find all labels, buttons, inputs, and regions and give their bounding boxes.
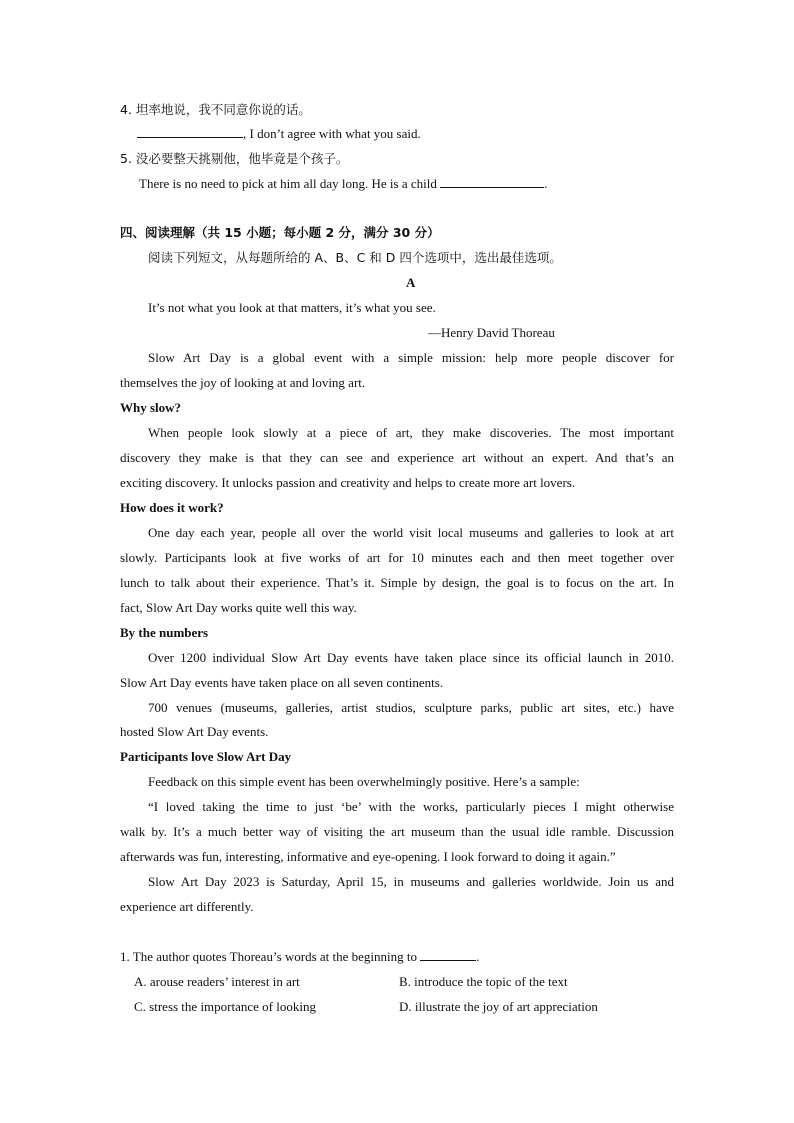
- passage-letter: A: [406, 275, 416, 290]
- how-line-1: One day each year, people all over the world visit local museums and galleries to look at art: [148, 525, 674, 540]
- why-line-3: exciting discovery. It unlocks passion and creativity and helps to create more art lovers.: [120, 475, 576, 490]
- option-c[interactable]: C. stress the importance of looking: [134, 999, 316, 1014]
- how-line-2: slowly. Participants look at five works of art for 10 minutes each and then meet together over: [120, 550, 674, 565]
- question-1-blank[interactable]: [420, 948, 476, 961]
- option-d[interactable]: D. illustrate the joy of art appreciation: [399, 999, 598, 1014]
- intro-line-2: themselves the joy of looking at and loving art.: [120, 375, 366, 390]
- epigraph-quote: It’s not what you look at that matters, it’s what you see.: [148, 300, 436, 315]
- love-line-2: “I loved taking the time to just ‘be’ with the works, particularly pieces I might otherwise: [148, 799, 674, 814]
- numbers-line-1: Over 1200 individual Slow Art Day events have taken place since its official launch in 2010.: [148, 650, 674, 665]
- love-line-4: afterwards was fun, interesting, informative and eye-opening. I look forward to doing it again.”: [120, 849, 616, 864]
- how-line-3: lunch to talk about their experience. That’s it. Simple by design, the goal is to focus on the art. In: [120, 575, 674, 590]
- heading-why-slow: Why slow?: [120, 400, 182, 415]
- section-heading: 四、阅读理解（共 15 小题；每小题 2 分，满分 30 分）: [120, 225, 440, 240]
- numbers-line-2: Slow Art Day events have taken place on all seven continents.: [120, 675, 444, 690]
- section-instruction: 阅读下列短文，从每题所给的 A、B、C 和 D 四个选项中，选出最佳选项。: [148, 250, 562, 265]
- love-line-3: walk by. It’s a much better way of visiting the art museum than the usual idle ramble. Discussion: [120, 824, 674, 839]
- q4-english: [137, 125, 421, 143]
- numbers-line-3: 700 venues (museums, galleries, artist studios, sculpture parks, public art sites, etc.) have: [148, 700, 674, 715]
- q5-english-end: .: [544, 176, 548, 191]
- q5-english: [139, 175, 547, 193]
- q5-english-text: There is no need to pick at him all day long. He is a child: [139, 176, 441, 191]
- question-1-stem: [120, 948, 480, 966]
- q4-english-text: , I don’t agree with what you said.: [243, 126, 421, 141]
- q4-chinese: 4. 坦率地说，我不同意你说的话。: [120, 102, 311, 117]
- why-line-1: When people look slowly at a piece of art, they make discoveries. The most important: [148, 425, 674, 440]
- heading-how-it-works: How does it work?: [120, 500, 224, 515]
- heading-participants-love: Participants love Slow Art Day: [120, 749, 292, 764]
- epigraph-author: —Henry David Thoreau: [428, 325, 555, 340]
- numbers-line-4: hosted Slow Art Day events.: [120, 724, 269, 739]
- question-1-end: .: [476, 949, 480, 964]
- closing-line-1: Slow Art Day 2023 is Saturday, April 15, in museums and galleries worldwide. Join us and: [148, 874, 674, 889]
- intro-line-1: Slow Art Day is a global event with a simple mission: help more people discover for: [148, 350, 674, 365]
- heading-by-the-numbers: By the numbers: [120, 625, 209, 640]
- q5-answer-blank[interactable]: [440, 175, 544, 188]
- why-line-2: discovery they make is that they can see and experience art without an expert. And that’s an: [120, 450, 674, 465]
- option-a[interactable]: A. arouse readers’ interest in art: [134, 974, 300, 989]
- q5-chinese: 5. 没必要整天挑剔他，他毕竟是个孩子。: [120, 151, 349, 166]
- closing-line-2: experience art differently.: [120, 899, 254, 914]
- q4-answer-blank[interactable]: [137, 125, 243, 138]
- how-line-4: fact, Slow Art Day works quite well this way.: [120, 600, 357, 615]
- love-line-1: Feedback on this simple event has been overwhelmingly positive. Here’s a sample:: [148, 774, 580, 789]
- question-1-text: 1. The author quotes Thoreau’s words at the beginning to: [120, 949, 421, 964]
- option-b[interactable]: B. introduce the topic of the text: [399, 974, 568, 989]
